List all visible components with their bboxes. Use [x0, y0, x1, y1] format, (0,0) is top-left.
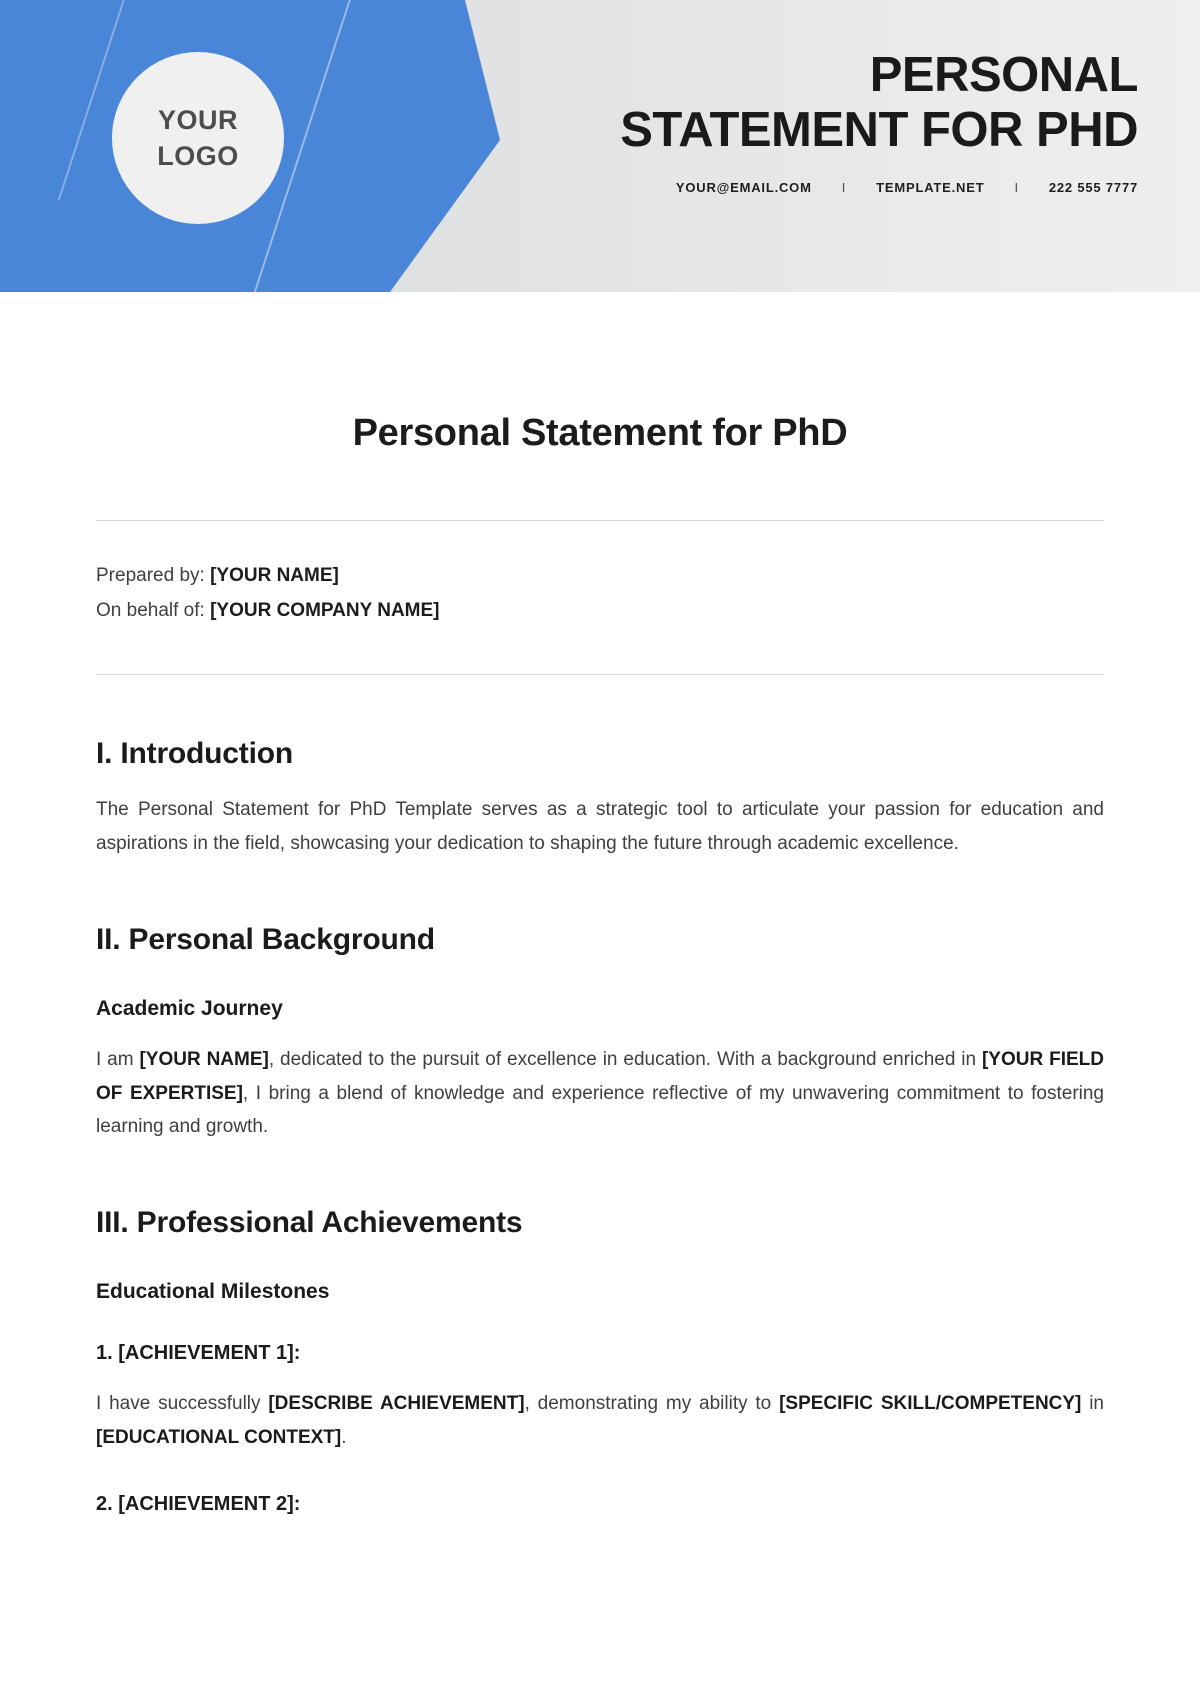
logo-placeholder: [112, 52, 284, 224]
header-title-line-1: PERSONAL: [869, 48, 1138, 102]
header-contact-bar: [518, 180, 1138, 195]
header-title: [518, 48, 1138, 158]
divider-top: [96, 520, 1104, 521]
subsection-heading-academic-journey: Academic Journey: [96, 996, 283, 1020]
section-heading-professional-achievements: III. Professional Achievements: [96, 1206, 523, 1240]
document-header-banner: [0, 0, 1200, 292]
ach1-text-2: , demonstrating my ability to: [524, 1393, 780, 1415]
prepared-by-value: [YOUR NAME]: [210, 565, 339, 586]
ach1-placeholder-skill: [SPECIFIC SKILL/COMPETENCY]: [779, 1393, 1082, 1415]
on-behalf-value: [YOUR COMPANY NAME]: [210, 599, 440, 621]
achievement-1-title: 1. [ACHIEVEMENT 1]:: [96, 1342, 301, 1365]
ach1-placeholder-context: [EDUCATIONAL CONTEXT]: [96, 1427, 342, 1449]
header-title-line-2: STATEMENT FOR PHD: [620, 102, 1138, 157]
section-heading-introduction: I. Introduction: [96, 737, 293, 771]
header-text-block: [518, 48, 1138, 195]
pb-text-2: , dedicated to the pursuit of excellence in education. With a background enriched in: [268, 1048, 982, 1070]
prepared-by-label: Prepared by:: [96, 565, 205, 586]
logo-line-2: LOGO: [157, 141, 239, 171]
divider-bottom: [96, 674, 1104, 675]
pb-text-1: I am: [96, 1048, 140, 1070]
achievement-2-title: 2. [ACHIEVEMENT 2]:: [96, 1492, 301, 1515]
pb-placeholder-name: [YOUR NAME]: [139, 1048, 269, 1070]
ach1-text-1: I have successfully: [96, 1393, 269, 1415]
document-body: [0, 412, 1200, 1516]
logo-line-1: YOUR: [157, 104, 238, 135]
ach1-placeholder-describe: [DESCRIBE ACHIEVEMENT]: [268, 1393, 525, 1415]
section-body-personal-background: [96, 1043, 1104, 1144]
prepared-by-row: [96, 559, 1104, 594]
contact-email: YOUR@EMAIL.COM: [675, 179, 812, 195]
document-meta: [96, 559, 1104, 628]
section-heading-personal-background: II. Personal Background: [96, 922, 435, 956]
contact-separator-2: I: [1014, 179, 1019, 195]
pb-placeholder-field: [YOUR FIELD OF EXPERTISE]: [96, 1048, 1104, 1104]
page-title: Personal Statement for PhD: [352, 412, 848, 454]
on-behalf-row: [96, 594, 1104, 629]
achievement-1-body: [96, 1387, 1104, 1455]
contact-phone: 222 555 7777: [1048, 179, 1138, 195]
ach1-text-3: in: [1081, 1393, 1104, 1415]
ach1-text-4: .: [341, 1427, 347, 1449]
contact-website: TEMPLATE.NET: [876, 179, 985, 195]
pb-text-3: , I bring a blend of knowledge and experience reflective of my unwavering commitment to fostering learning and growth.: [96, 1082, 1105, 1138]
section-body-introduction: The Personal Statement for PhD Template serves as a strategic tool to articulate your passion for education and aspirations in the field, showcasing your dedication to shaping the future through academic excellence.: [96, 799, 1104, 854]
subsection-heading-educational-milestones: Educational Milestones: [96, 1280, 330, 1304]
on-behalf-label: On behalf of:: [96, 599, 205, 621]
contact-separator-1: I: [841, 179, 847, 195]
